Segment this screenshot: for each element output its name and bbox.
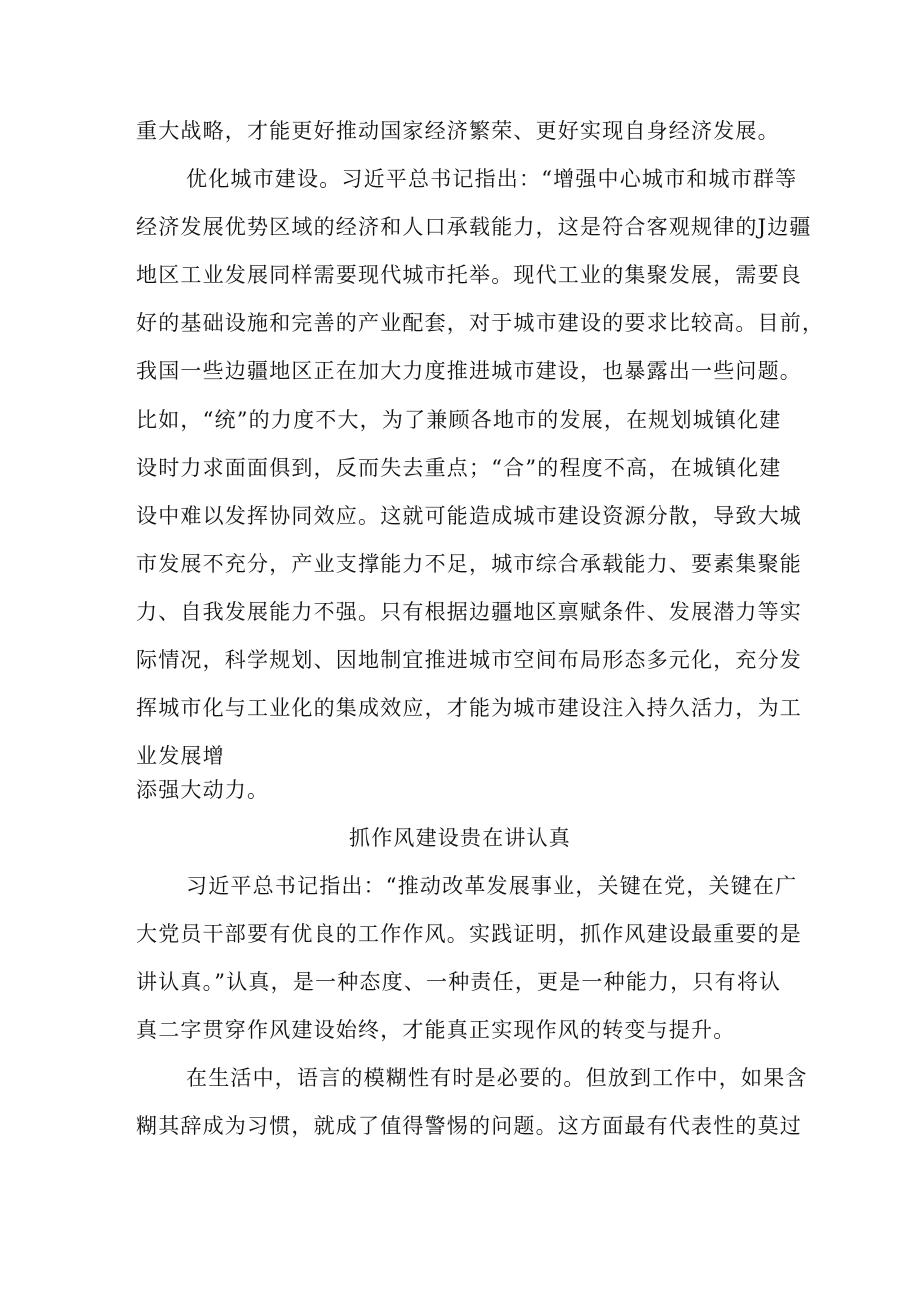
text-line-6: 我国一些边疆地区正在加大力度推进城市建设，也暴露出一些问题。 [136, 359, 802, 383]
text-line-3: 经济发展优势区域的经济和人口承载能力，这是符合客观规律的J边疆 [136, 215, 812, 239]
text-line-17: 习近平总书记指出：“推动改革发展事业，关键在党，关键在广 [186, 874, 798, 898]
text-line-7: 比如，“统”的力度不大，为了兼顾各地市的发展，在规划城镇化建 [136, 408, 782, 432]
text-line-8: 设时力求面面俱到，反而失去重点；“合”的程度不高，在城镇化建 [136, 456, 782, 480]
text-line-1: 重大战略，才能更好推动国家经济繁荣、更好实现自身经济发展。 [136, 119, 780, 143]
text-line-22: 糊其辞成为习惯，就成了值得警惕的问题。这方面最有代表性的莫过 [136, 1114, 802, 1138]
text-line-11: 力、自我发展能力不强。只有根据边疆地区禀赋条件、发展潜力等实 [136, 600, 802, 624]
text-line-21: 在生活中，语言的模糊性有时是必要的。但放到工作中，如果含 [186, 1066, 808, 1090]
text-line-10: 市发展不充分，产业支撑能力不足，城市综合承载能力、要素集聚能 [136, 552, 802, 576]
text-line-14: 业发展增 [136, 744, 225, 768]
section-heading: 抓作风建设贵在讲认真 [349, 826, 571, 850]
text-line-12: 际情况，科学规划、因地制宜推进城市空间布局形态多元化，充分发 [136, 648, 802, 672]
text-line-2: 优化城市建设。习近平总书记指出：“增强中心城市和城市群等 [186, 167, 798, 191]
text-line-13: 挥城市化与工业化的集成效应，才能为城市建设注入持久活力，为工 [136, 696, 802, 720]
text-line-19: 讲认真。”认真，是一种态度、一种责任，更是一种能力，只有将认 [136, 970, 782, 994]
text-line-9: 设中难以发挥协同效应。这就可能造成城市建设资源分散，导致大城 [136, 504, 802, 528]
text-line-4: 地区工业发展同样需要现代城市托举。现代工业的集聚发展，需要良 [136, 263, 802, 287]
text-line-5: 好的基础设施和完善的产业配套，对于城市建设的要求比较高。目前， [136, 311, 825, 335]
text-line-18: 大党员干部要有优良的工作作风。实践证明，抓作风建设最重要的是 [136, 922, 802, 946]
text-line-20: 真二字贯穿作风建设始终，才能真正实现作风的转变与提升。 [136, 1018, 736, 1042]
text-line-15: 添强大动力。 [136, 778, 270, 802]
